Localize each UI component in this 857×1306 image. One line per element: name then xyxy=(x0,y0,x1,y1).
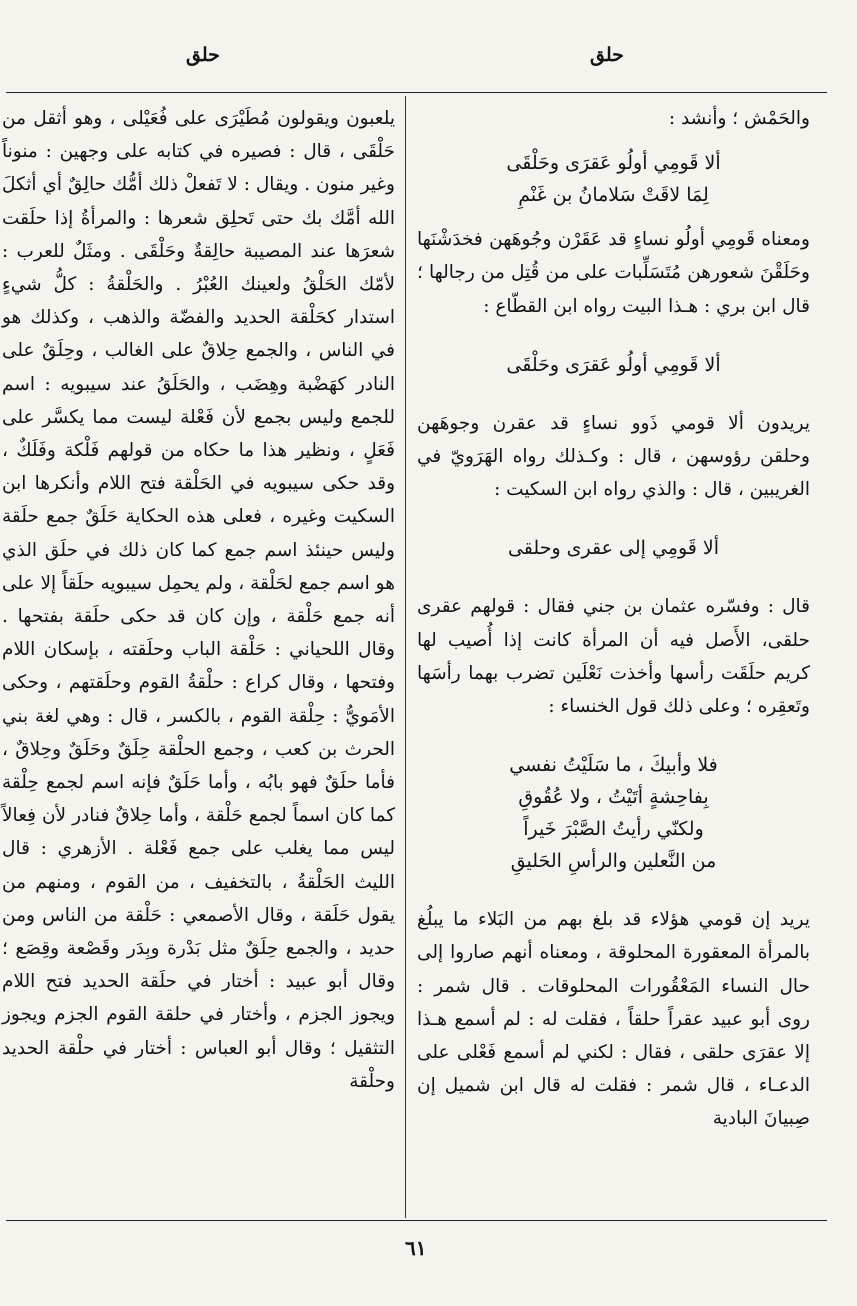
paragraph: والحَمْش ؛ وأنشد : xyxy=(668,108,810,129)
verse-line: ألا قَومِي إلى عقرى وحلقى xyxy=(507,537,720,560)
verse xyxy=(417,532,810,564)
paragraph: يريد إن قومي هؤلاء قد بلغ بهم من البَلاء ما يبلُغ بالمرأة المعقورة المحلوقة ، ومعناه أنهم صاروا إلى حال النساء المَعْقُورات المحلوقات . قال شمر : روى أبو عبيد عقراً حلقاً ، فقلت له : لم أسمع هـذا إلا عقرَى حلقى ، فقال : لكني لم أسمع فَعْلى على الدعـاء ، قال شمر : فقلت له قال ابن شميل إن صِبيانَ البادية xyxy=(417,909,810,1130)
verse-line: ألا قَومِي أولُو عَقرَى وحَلْقَى xyxy=(506,353,721,376)
verse-line: ولكنّي رأيتُ الصَّبْرَ خَيراً xyxy=(523,818,704,841)
paragraph: يريدون ألا قومي ذَوو نساءٍ قد عقرن وجوهَهن وحلقن رؤوسهن ، قال : وكـذلك رواه الهَرَويّ في الغريبين ، قال : والذي رواه ابن السكيت : xyxy=(417,412,810,501)
verse-line: من النَّعلين والرأسِ الحَليقِ xyxy=(510,850,717,873)
verse-line: ألا قَومِي أولُو عَقرَى وحَلْقَى xyxy=(506,152,721,175)
paragraph: يلعبون ويقولون مُطَيْرَى على فُعَيْلى ، وهو أثقل من حَلْقَى ، قال : فصيره في كتابه على وجهين : منوناً وغير منون . ويقال : لا تَفعلْ ذلك أمُّك حالِقٌ أي أثكلَ الله أمَّك بك حتى تَحلِق شعرها : والمرأةُ إذا حلَقت شعرَها عند المصيبة حالِقةٌ وحَلْقَى . ومثَلٌ للعرب : لأمّك الحَلْقُ ولعينك العُبْرُ . والحَلْقةُ : كلُّ شيءٍ استدار كحَلْقة الحديد والفضّة والذهب ، وكذلك هو في الناس ، والجمع حِلاقٌ على الغالب ، وحِلَقٌ على النادر كهَضْبة وهِضَب ، والحَلَقُ عند سيبويه : اسم للجمع وليس بجمع لأن فَعْلة ليست مما يكسَّر على فَعَلٍ ، ونظير هذا ما حكاه من قولهم فَلْكة وفَلَكٌ ، وقد حكى سيبويه في الحَلْقة فتح اللام وأنكرها ابن السكيت وغيره ، فعلى هذه الحكاية حَلَقٌ جمع حلَقة وليس حينئذ اسم جمع كما كان ذلك في حلَق الذي هو اسم جمع لحَلْقة ، ولم يحمِل سيبويه حلَقاً إلا على أنه جمع حَلْقة ، وإن كان قد حكى حلَقة بفتحها . وقال اللحياني : حَلْقة الباب وحلَقته ، بإسكان اللام وفتحها ، وقال كراع : حلْقةُ القوم وحلَقتهم ، وحكى الأمَويُّ : حِلْقة القوم ، بالكسر ، قال : وهي لغة بني الحرث بن كعب ، وجمع الحلْقة حِلَقٌ وحَلَقٌ وحِلاقٌ ، فأما حلَقٌ فهو بابُه ، وأما حَلَقٌ فإنه اسم لجمع حِلْقة كما كان اسماً لجمع حَلْقة ، وأما حِلاقٌ فنادر لأن فِعالاً ليس مما يغلب على جمع فَعْلة . الأزهري : قال الليث الحَلْقةُ ، بالتخفيف ، من القوم ، ومنهم من يقول حَلَقة ، وقال الأصمعي : حَلْقة من الناس ومن حديد ، والجمع حِلَقٌ مثل بَدْرة وبِدَر وقَصْعة وقِصَع ؛ وقال أبو عبيد : أختار في حلَقة الحديد فتح اللام ويجوز الجزم ، وأختار في حلقة القوم الجزم ويجوز التثقيل ؛ وقال أبو العباس : أختار في حلْقة الحديد وحلْقة xyxy=(2,108,395,1092)
verse-line: فلا وأبيكَ ، ما سَلَيْتُ نفسي xyxy=(509,754,718,777)
verse xyxy=(417,147,810,211)
paragraph: قال : وفسّره عثمان بن جني فقال : قولهم عقرى حلقى، الأَصل فيه أن المرأة كانت إذا أُصيب لها كريم حلَقَت رأسها وأخذت نَعْلَين تضرب بهما رأسَها وتَعقِره ؛ وعلى ذلك قول الخنساء : xyxy=(417,596,810,718)
verse-line: بِفاحِشةٍ أتَيْتُ ، ولا عُقُوقِ xyxy=(518,786,709,809)
verse-line: لِمَا لاقَتْ سَلامانُ بن غَنْمِ xyxy=(518,184,709,207)
paragraph: ومعناه قَومِي أولُو نساءٍ قد عَقَرْن وجُوهَهن فخدَشْنَها وحَلَقْنَ شعورهن مُتَسَلِّبات على من قُتِل من رجالها ؛ قال ابن بري : هـذا البيت رواه ابن القطّاع : xyxy=(417,229,810,317)
right-column xyxy=(417,102,810,1136)
verse xyxy=(417,349,810,381)
column-divider xyxy=(405,96,406,1218)
running-header-left: حلق xyxy=(186,44,220,66)
bottom-rule xyxy=(6,1220,827,1221)
page-number: ٦١ xyxy=(405,1236,427,1260)
left-column xyxy=(2,102,395,1098)
verse xyxy=(417,749,810,877)
running-header-right: حلق xyxy=(590,44,624,66)
top-rule xyxy=(6,92,827,93)
